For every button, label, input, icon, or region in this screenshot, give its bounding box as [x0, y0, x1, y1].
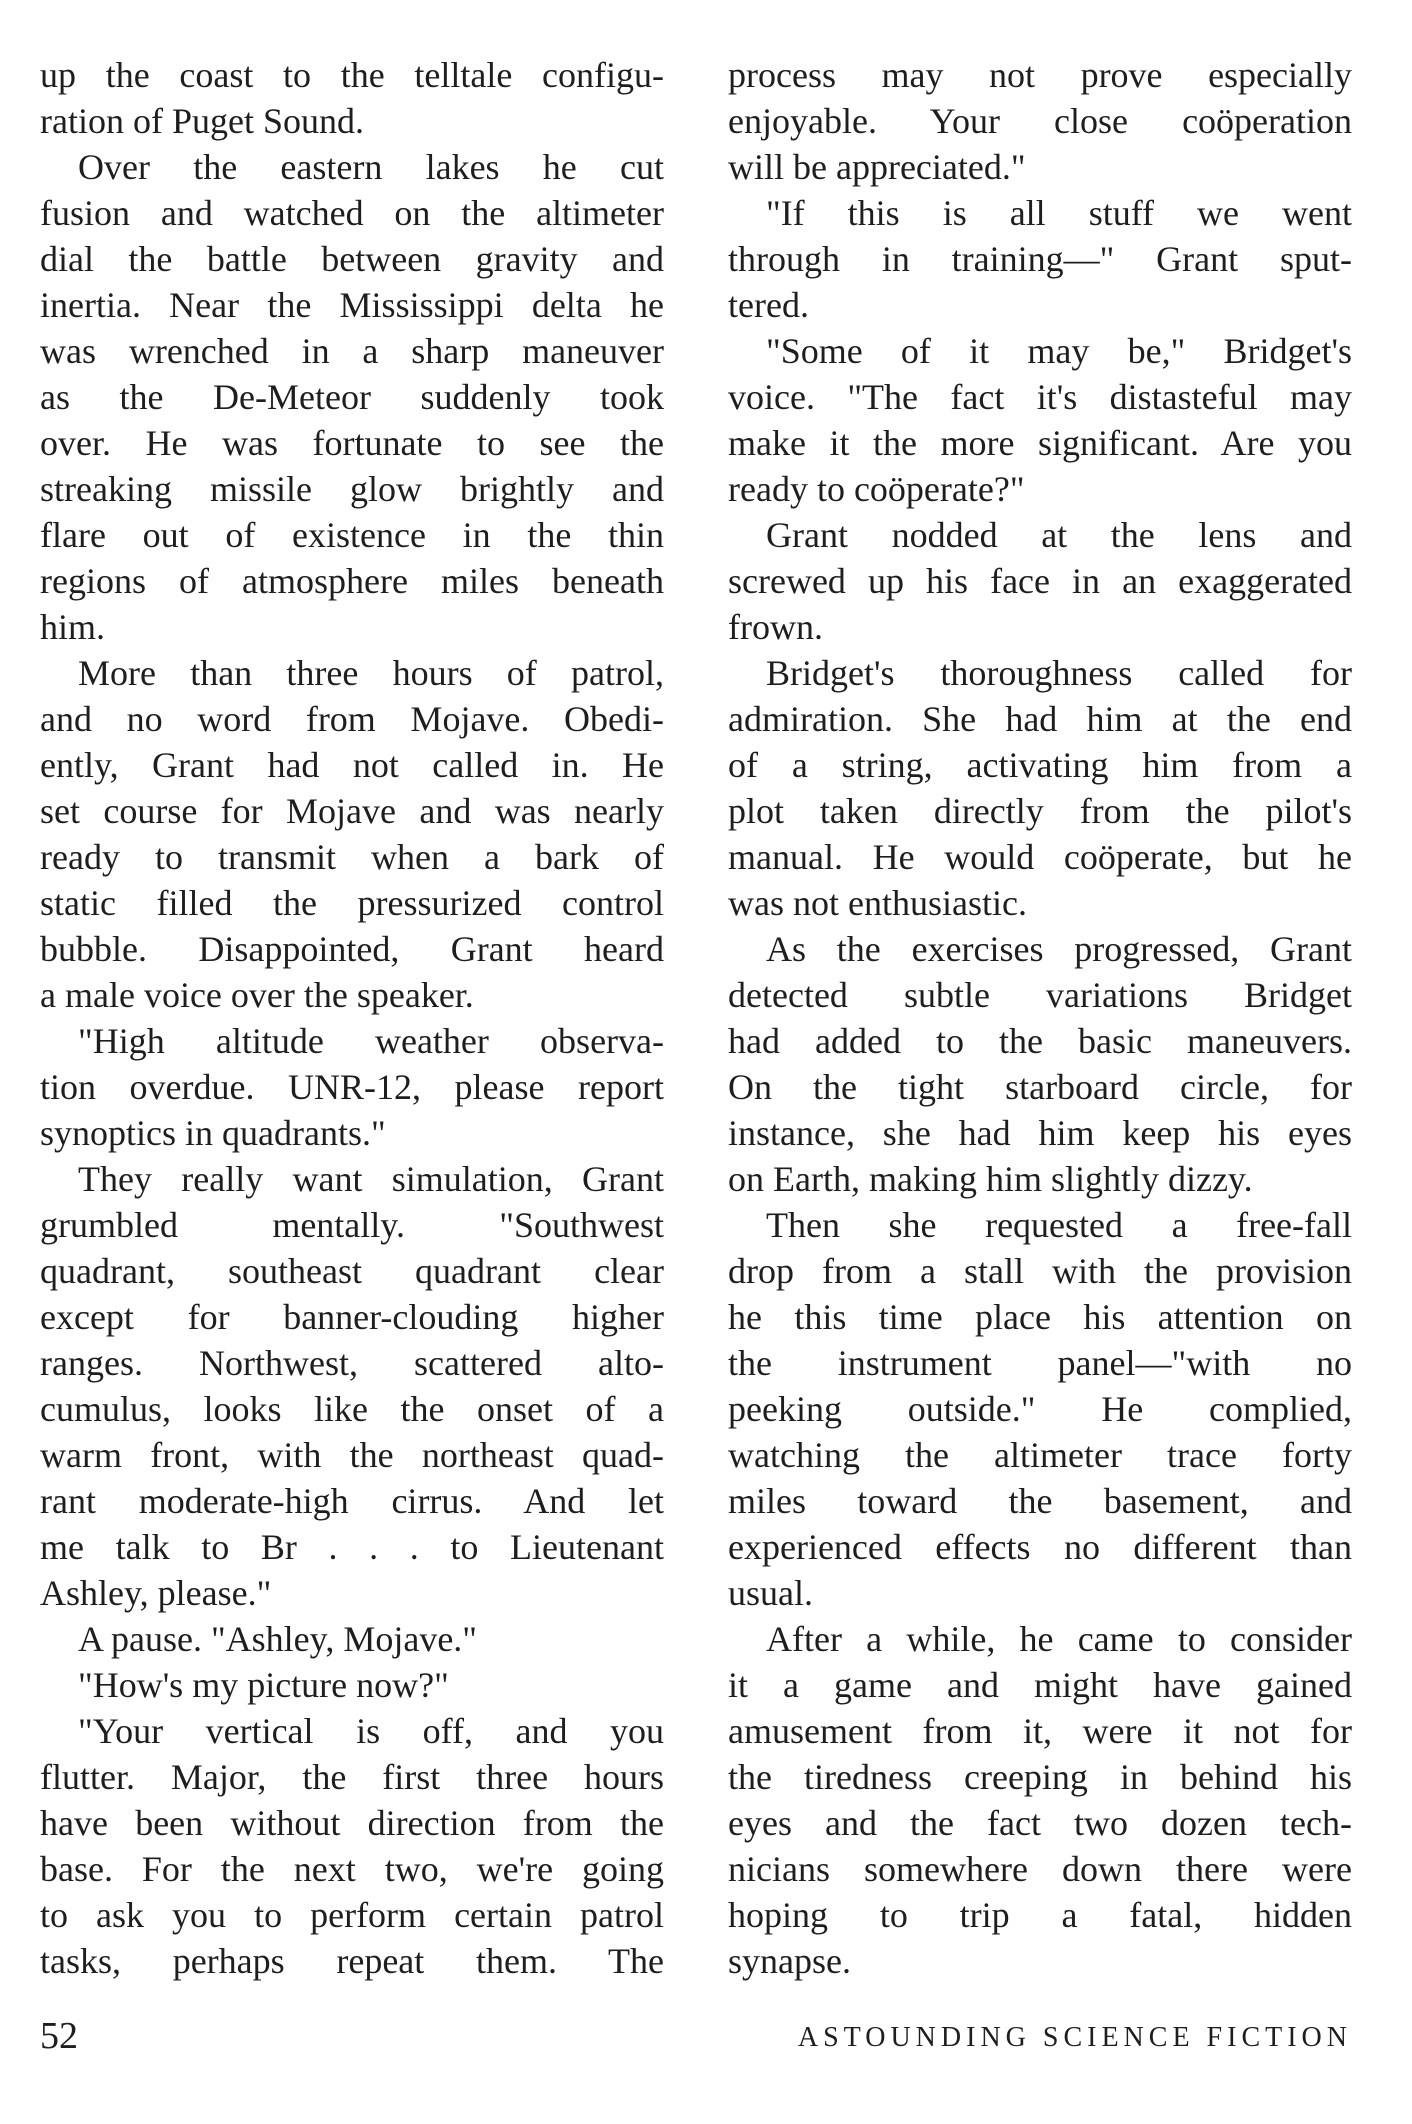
text-line: On the tight starboard circle, for — [728, 1067, 1352, 1107]
text-line: "If this is all stuff we went — [766, 193, 1352, 233]
text-line: peeking outside." He complied, — [728, 1389, 1352, 1429]
text-line: "High altitude weather observa- — [78, 1021, 664, 1061]
text-line: experienced effects no different than — [728, 1527, 1352, 1567]
text-line: detected subtle variations Bridget — [728, 975, 1352, 1015]
text-line: was wrenched in a sharp maneuver — [40, 331, 664, 371]
text-line: on Earth, making him slightly dizzy. — [728, 1159, 1253, 1199]
text-line: it a game and might have gained — [728, 1665, 1352, 1705]
text-line: me talk to Br . . . to Lieutenant — [40, 1527, 664, 1567]
text-line: synapse. — [728, 1941, 851, 1981]
text-line: set course for Mojave and was nearly — [40, 791, 664, 831]
text-line: Then she requested a free-fall — [766, 1205, 1352, 1245]
text-line: the instrument panel—"with no — [728, 1343, 1352, 1383]
text-line: process may not prove especially — [728, 55, 1352, 95]
text-line: as the De-Meteor suddenly took — [40, 377, 664, 417]
text-line: Over the eastern lakes he cut — [78, 147, 664, 187]
text-line: nicians somewhere down there were — [728, 1849, 1352, 1889]
text-line: through in training—" Grant sput- — [728, 239, 1352, 279]
text-line: ready to transmit when a bark of — [40, 837, 664, 877]
text-line: watching the altimeter trace forty — [728, 1435, 1352, 1475]
text-line: They really want simulation, Grant — [78, 1159, 664, 1199]
text-line: make it the more significant. Are you — [728, 423, 1352, 463]
running-title: ASTOUNDING SCIENCE FICTION — [797, 2022, 1352, 2053]
text-line: warm front, with the northeast quad- — [40, 1435, 664, 1475]
text-line: flutter. Major, the first three hours — [40, 1757, 664, 1797]
text-line: manual. He would coöperate, but he — [728, 837, 1352, 877]
text-line: a male voice over the speaker. — [40, 975, 474, 1015]
text-line: grumbled mentally. "Southwest — [40, 1205, 664, 1245]
text-line: except for banner-clouding higher — [40, 1297, 664, 1337]
text-line: and no word from Mojave. Obedi- — [40, 699, 664, 739]
text-line: ready to coöperate?" — [728, 469, 1025, 509]
text-line: flare out of existence in the thin — [40, 515, 664, 555]
text-line: admiration. She had him at the end — [728, 699, 1352, 739]
left-text-column — [40, 52, 664, 1984]
text-line: regions of atmosphere miles beneath — [40, 561, 664, 601]
text-line: voice. "The fact it's distasteful may — [728, 377, 1352, 417]
text-line: enjoyable. Your close coöperation — [728, 101, 1352, 141]
text-line: "Your vertical is off, and you — [78, 1711, 664, 1751]
text-line: quadrant, southeast quadrant clear — [40, 1251, 664, 1291]
text-line: inertia. Near the Mississippi delta he — [40, 285, 664, 325]
text-line: tion overdue. UNR-12, please report — [40, 1067, 664, 1107]
text-line: to ask you to perform certain patrol — [40, 1895, 664, 1935]
text-line: have been without direction from the — [40, 1803, 664, 1843]
right-text-column — [728, 52, 1352, 1984]
text-line: of a string, activating him from a — [728, 745, 1352, 785]
page-number: 52 — [40, 2015, 78, 2057]
text-line: base. For the next two, we're going — [40, 1849, 664, 1889]
text-line: Grant nodded at the lens and — [766, 515, 1352, 555]
text-line: he this time place his attention on — [728, 1297, 1352, 1337]
text-line: fusion and watched on the altimeter — [40, 193, 664, 233]
text-line: the tiredness creeping in behind his — [728, 1757, 1352, 1797]
text-line: A pause. "Ashley, Mojave." — [78, 1619, 477, 1659]
text-line: "Some of it may be," Bridget's — [766, 331, 1352, 371]
text-line: ranges. Northwest, scattered alto- — [40, 1343, 664, 1383]
text-line: More than three hours of patrol, — [78, 653, 664, 693]
text-line: up the coast to the telltale configu- — [40, 55, 664, 95]
text-line: As the exercises progressed, Grant — [766, 929, 1352, 969]
text-line: usual. — [728, 1573, 813, 1613]
text-line: Ashley, please." — [40, 1573, 272, 1613]
text-line: plot taken directly from the pilot's — [728, 791, 1352, 831]
text-line: synoptics in quadrants." — [40, 1113, 386, 1153]
text-line: instance, she had him keep his eyes — [728, 1113, 1352, 1153]
text-line: cumulus, looks like the onset of a — [40, 1389, 664, 1429]
text-line: streaking missile glow brightly and — [40, 469, 664, 509]
text-line: had added to the basic maneuvers. — [728, 1021, 1352, 1061]
text-line: hoping to trip a fatal, hidden — [728, 1895, 1352, 1935]
text-line: over. He was fortunate to see the — [40, 423, 664, 463]
text-line: him. — [40, 607, 106, 647]
text-line: bubble. Disappointed, Grant heard — [40, 929, 664, 969]
text-line: static filled the pressurized control — [40, 883, 664, 923]
text-line: ently, Grant had not called in. He — [40, 745, 664, 785]
text-line: tasks, perhaps repeat them. The — [40, 1941, 664, 1981]
text-line: was not enthusiastic. — [728, 883, 1027, 923]
text-line: "How's my picture now?" — [78, 1665, 449, 1705]
text-line: After a while, he came to consider — [766, 1619, 1352, 1659]
text-line: will be appreciated." — [728, 147, 1026, 187]
text-line: miles toward the basement, and — [728, 1481, 1352, 1521]
text-line: drop from a stall with the provision — [728, 1251, 1352, 1291]
text-line: Bridget's thoroughness called for — [766, 653, 1352, 693]
text-line: screwed up his face in an exaggerated — [728, 561, 1352, 601]
text-line: frown. — [728, 607, 823, 647]
text-line: rant moderate-high cirrus. And let — [40, 1481, 664, 1521]
text-line: eyes and the fact two dozen tech- — [728, 1803, 1352, 1843]
text-line: ration of Puget Sound. — [40, 101, 364, 141]
page-footer — [40, 2012, 1352, 2072]
text-line: tered. — [728, 285, 809, 325]
text-line: amusement from it, were it not for — [728, 1711, 1352, 1751]
text-line: dial the battle between gravity and — [40, 239, 664, 279]
